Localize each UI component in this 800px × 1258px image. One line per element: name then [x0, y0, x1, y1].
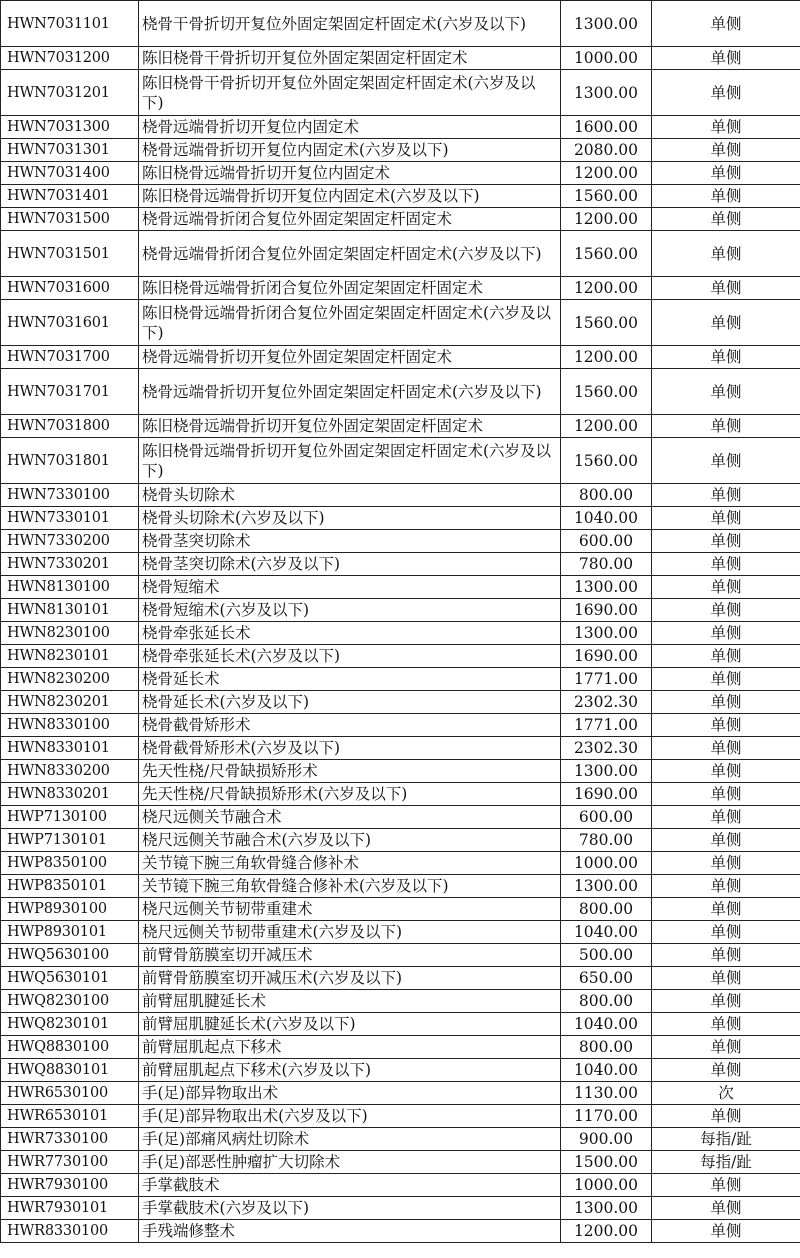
table-row	[1, 484, 800, 507]
item-name-cell: 前臂屈肌起点下移术	[139, 1036, 561, 1059]
item-code-cell: HWN7031500	[1, 208, 139, 231]
table-row	[1, 139, 800, 162]
item-price-cell: 1200.00	[561, 208, 652, 231]
item-code-cell: HWP7130101	[1, 829, 139, 852]
item-name-cell: 陈旧桡骨远端骨折切开复位外固定架固定杆固定术	[139, 415, 561, 438]
table-row	[1, 898, 800, 921]
item-price-cell: 2302.30	[561, 691, 652, 714]
item-price-cell: 1040.00	[561, 507, 652, 530]
item-code-cell: HWR7730100	[1, 1151, 139, 1174]
table-row	[1, 1059, 800, 1082]
item-name-cell: 桡骨远端骨折切开复位内固定术	[139, 116, 561, 139]
item-unit-cell: 单侧	[652, 116, 800, 139]
item-name-cell: 桡骨延长术	[139, 668, 561, 691]
table-row	[1, 70, 800, 116]
item-unit-cell: 单侧	[652, 415, 800, 438]
item-price-cell: 1130.00	[561, 1082, 652, 1105]
table-row	[1, 921, 800, 944]
item-name-cell: 陈旧桡骨干骨折切开复位外固定架固定杆固定术	[139, 47, 561, 70]
item-code-cell: HWN7031101	[1, 1, 139, 47]
item-unit-cell: 次	[652, 1082, 800, 1105]
item-code-cell: HWN7330200	[1, 530, 139, 553]
item-name-cell: 前臂骨筋膜室切开减压术(六岁及以下)	[139, 967, 561, 990]
item-unit-cell: 单侧	[652, 921, 800, 944]
item-code-cell: HWR6530101	[1, 1105, 139, 1128]
item-code-cell: HWQ8830101	[1, 1059, 139, 1082]
table-row	[1, 553, 800, 576]
table-row	[1, 507, 800, 530]
item-code-cell: HWN8330101	[1, 737, 139, 760]
item-name-cell: 前臂骨筋膜室切开减压术	[139, 944, 561, 967]
item-code-cell: HWP8930101	[1, 921, 139, 944]
item-price-cell: 1300.00	[561, 875, 652, 898]
item-price-cell: 1000.00	[561, 852, 652, 875]
item-unit-cell: 单侧	[652, 208, 800, 231]
item-unit-cell: 单侧	[652, 829, 800, 852]
item-price-cell: 650.00	[561, 967, 652, 990]
table-row	[1, 300, 800, 346]
item-name-cell: 手(足)部异物取出术	[139, 1082, 561, 1105]
item-name-cell: 桡骨牵张延长术	[139, 622, 561, 645]
item-price-cell: 1560.00	[561, 300, 652, 346]
item-code-cell: HWN7031401	[1, 185, 139, 208]
item-code-cell: HWN7031701	[1, 369, 139, 415]
item-name-cell: 桡骨茎突切除术	[139, 530, 561, 553]
item-price-cell: 1170.00	[561, 1105, 652, 1128]
item-name-cell: 前臂屈肌起点下移术(六岁及以下)	[139, 1059, 561, 1082]
item-name-cell: 手残端修整术	[139, 1220, 561, 1243]
item-unit-cell: 单侧	[652, 185, 800, 208]
item-price-cell: 1000.00	[561, 47, 652, 70]
item-code-cell: HWN7031301	[1, 139, 139, 162]
item-name-cell: 桡骨牵张延长术(六岁及以下)	[139, 645, 561, 668]
table-row	[1, 1220, 800, 1243]
item-code-cell: HWN7031800	[1, 415, 139, 438]
table-row	[1, 346, 800, 369]
table-row	[1, 116, 800, 139]
item-code-cell: HWR6530100	[1, 1082, 139, 1105]
item-price-cell: 1771.00	[561, 714, 652, 737]
item-unit-cell: 单侧	[652, 277, 800, 300]
item-price-cell: 1600.00	[561, 116, 652, 139]
table-row	[1, 1105, 800, 1128]
table-row	[1, 576, 800, 599]
item-code-cell: HWN7031200	[1, 47, 139, 70]
table-row	[1, 875, 800, 898]
item-code-cell: HWR7930101	[1, 1197, 139, 1220]
item-name-cell: 桡尺远侧关节韧带重建术(六岁及以下)	[139, 921, 561, 944]
table-row	[1, 737, 800, 760]
item-name-cell: 桡骨远端骨折闭合复位外固定架固定杆固定术	[139, 208, 561, 231]
item-unit-cell: 单侧	[652, 599, 800, 622]
item-name-cell: 陈旧桡骨远端骨折闭合复位外固定架固定杆固定术(六岁及以下)	[139, 300, 561, 346]
item-unit-cell: 单侧	[652, 1, 800, 47]
item-unit-cell: 单侧	[652, 1174, 800, 1197]
item-unit-cell: 单侧	[652, 806, 800, 829]
table-row	[1, 599, 800, 622]
item-code-cell: HWQ8230101	[1, 1013, 139, 1036]
item-code-cell: HWR7330100	[1, 1128, 139, 1151]
table-row	[1, 645, 800, 668]
item-unit-cell: 单侧	[652, 691, 800, 714]
table-row	[1, 1082, 800, 1105]
item-code-cell: HWN8330201	[1, 783, 139, 806]
item-unit-cell: 单侧	[652, 714, 800, 737]
item-name-cell: 陈旧桡骨远端骨折切开复位外固定架固定杆固定术(六岁及以下)	[139, 438, 561, 484]
table-row	[1, 783, 800, 806]
item-unit-cell: 单侧	[652, 1197, 800, 1220]
item-name-cell: 手(足)部恶性肿瘤扩大切除术	[139, 1151, 561, 1174]
item-price-cell: 800.00	[561, 1036, 652, 1059]
item-price-cell: 1560.00	[561, 231, 652, 277]
table-row	[1, 369, 800, 415]
item-unit-cell: 单侧	[652, 622, 800, 645]
item-price-cell: 2302.30	[561, 737, 652, 760]
item-code-cell: HWN8330100	[1, 714, 139, 737]
item-price-cell: 1040.00	[561, 921, 652, 944]
table-row	[1, 944, 800, 967]
item-code-cell: HWQ5630100	[1, 944, 139, 967]
item-code-cell: HWN7031601	[1, 300, 139, 346]
item-name-cell: 桡骨远端骨折切开复位外固定架固定杆固定术	[139, 346, 561, 369]
item-code-cell: HWN7330100	[1, 484, 139, 507]
item-unit-cell: 单侧	[652, 668, 800, 691]
item-name-cell: 手掌截肢术(六岁及以下)	[139, 1197, 561, 1220]
item-price-cell: 1300.00	[561, 1197, 652, 1220]
table-row	[1, 760, 800, 783]
item-price-cell: 1300.00	[561, 70, 652, 116]
item-unit-cell: 单侧	[652, 1059, 800, 1082]
table-row	[1, 714, 800, 737]
item-unit-cell: 单侧	[652, 369, 800, 415]
item-price-cell: 1560.00	[561, 369, 652, 415]
table-row	[1, 1013, 800, 1036]
item-name-cell: 桡骨远端骨折闭合复位外固定架固定杆固定术(六岁及以下)	[139, 231, 561, 277]
item-unit-cell: 单侧	[652, 783, 800, 806]
item-price-cell: 1560.00	[561, 438, 652, 484]
item-code-cell: HWP8350101	[1, 875, 139, 898]
table-row	[1, 530, 800, 553]
table-row	[1, 185, 800, 208]
item-unit-cell: 单侧	[652, 875, 800, 898]
table-row	[1, 852, 800, 875]
item-unit-cell: 单侧	[652, 990, 800, 1013]
item-code-cell: HWN7330101	[1, 507, 139, 530]
item-price-cell: 1690.00	[561, 783, 652, 806]
item-unit-cell: 单侧	[652, 1220, 800, 1243]
item-code-cell: HWN8230200	[1, 668, 139, 691]
item-unit-cell: 单侧	[652, 1013, 800, 1036]
item-unit-cell: 单侧	[652, 484, 800, 507]
item-name-cell: 桡骨短缩术(六岁及以下)	[139, 599, 561, 622]
item-code-cell: HWN7031201	[1, 70, 139, 116]
item-code-cell: HWN8130101	[1, 599, 139, 622]
table-row	[1, 1151, 800, 1174]
item-unit-cell: 单侧	[652, 162, 800, 185]
item-unit-cell: 单侧	[652, 553, 800, 576]
item-name-cell: 桡骨截骨矫形术(六岁及以下)	[139, 737, 561, 760]
item-unit-cell: 单侧	[652, 1105, 800, 1128]
item-name-cell: 先天性桡/尺骨缺损矫形术(六岁及以下)	[139, 783, 561, 806]
item-price-cell: 780.00	[561, 553, 652, 576]
item-price-cell: 1200.00	[561, 415, 652, 438]
table-row	[1, 990, 800, 1013]
table-row	[1, 829, 800, 852]
item-name-cell: 前臂屈肌腱延长术	[139, 990, 561, 1013]
item-unit-cell: 单侧	[652, 231, 800, 277]
item-price-cell: 1300.00	[561, 760, 652, 783]
item-name-cell: 桡骨头切除术	[139, 484, 561, 507]
item-unit-cell: 单侧	[652, 852, 800, 875]
item-price-cell: 1500.00	[561, 1151, 652, 1174]
item-code-cell: HWQ8830100	[1, 1036, 139, 1059]
table-row	[1, 47, 800, 70]
item-name-cell: 陈旧桡骨远端骨折闭合复位外固定架固定杆固定术	[139, 277, 561, 300]
item-unit-cell: 单侧	[652, 1036, 800, 1059]
item-unit-cell: 单侧	[652, 898, 800, 921]
item-unit-cell: 单侧	[652, 70, 800, 116]
item-name-cell: 手(足)部痛风病灶切除术	[139, 1128, 561, 1151]
item-price-cell: 900.00	[561, 1128, 652, 1151]
item-name-cell: 桡骨远端骨折切开复位内固定术(六岁及以下)	[139, 139, 561, 162]
item-code-cell: HWN7031300	[1, 116, 139, 139]
item-price-cell: 1200.00	[561, 1220, 652, 1243]
item-unit-cell: 单侧	[652, 645, 800, 668]
table-row	[1, 1197, 800, 1220]
item-price-cell: 1000.00	[561, 1174, 652, 1197]
item-code-cell: HWN7031600	[1, 277, 139, 300]
table-row	[1, 231, 800, 277]
item-code-cell: HWN8330200	[1, 760, 139, 783]
item-unit-cell: 单侧	[652, 967, 800, 990]
table-row	[1, 691, 800, 714]
item-name-cell: 手掌截肢术	[139, 1174, 561, 1197]
item-price-cell: 600.00	[561, 530, 652, 553]
table-row	[1, 415, 800, 438]
item-unit-cell: 单侧	[652, 47, 800, 70]
item-code-cell: HWR7930100	[1, 1174, 139, 1197]
item-unit-cell: 每指/趾	[652, 1128, 800, 1151]
item-price-cell: 800.00	[561, 990, 652, 1013]
item-name-cell: 桡骨头切除术(六岁及以下)	[139, 507, 561, 530]
item-name-cell: 手(足)部异物取出术(六岁及以下)	[139, 1105, 561, 1128]
item-code-cell: HWN7330201	[1, 553, 139, 576]
item-name-cell: 前臂屈肌腱延长术(六岁及以下)	[139, 1013, 561, 1036]
item-price-cell: 1200.00	[561, 277, 652, 300]
item-price-cell: 1200.00	[561, 346, 652, 369]
item-code-cell: HWN7031700	[1, 346, 139, 369]
item-unit-cell: 单侧	[652, 576, 800, 599]
fee-schedule-body	[1, 1, 800, 1243]
table-row	[1, 1128, 800, 1151]
item-name-cell: 陈旧桡骨远端骨折切开复位内固定术(六岁及以下)	[139, 185, 561, 208]
item-price-cell: 1771.00	[561, 668, 652, 691]
item-price-cell: 1690.00	[561, 645, 652, 668]
table-row	[1, 438, 800, 484]
item-unit-cell: 单侧	[652, 760, 800, 783]
item-name-cell: 关节镜下腕三角软骨缝合修补术	[139, 852, 561, 875]
item-price-cell: 1040.00	[561, 1059, 652, 1082]
item-unit-cell: 单侧	[652, 300, 800, 346]
item-code-cell: HWQ8230100	[1, 990, 139, 1013]
table-row	[1, 208, 800, 231]
item-name-cell: 陈旧桡骨干骨折切开复位外固定架固定杆固定术(六岁及以下)	[139, 70, 561, 116]
item-price-cell: 500.00	[561, 944, 652, 967]
item-name-cell: 桡骨茎突切除术(六岁及以下)	[139, 553, 561, 576]
item-code-cell: HWN7031801	[1, 438, 139, 484]
table-row	[1, 668, 800, 691]
item-code-cell: HWP8350100	[1, 852, 139, 875]
item-code-cell: HWQ5630101	[1, 967, 139, 990]
item-code-cell: HWN8130100	[1, 576, 139, 599]
item-name-cell: 桡尺远侧关节融合术(六岁及以下)	[139, 829, 561, 852]
item-name-cell: 桡尺远侧关节融合术	[139, 806, 561, 829]
table-row	[1, 967, 800, 990]
item-price-cell: 800.00	[561, 484, 652, 507]
item-name-cell: 关节镜下腕三角软骨缝合修补术(六岁及以下)	[139, 875, 561, 898]
table-row	[1, 277, 800, 300]
item-code-cell: HWN8230201	[1, 691, 139, 714]
item-unit-cell: 单侧	[652, 346, 800, 369]
item-name-cell: 桡骨远端骨折切开复位外固定架固定杆固定术(六岁及以下)	[139, 369, 561, 415]
item-price-cell: 1300.00	[561, 1, 652, 47]
table-row	[1, 1, 800, 47]
table-row	[1, 1174, 800, 1197]
item-name-cell: 陈旧桡骨远端骨折切开复位内固定术	[139, 162, 561, 185]
item-unit-cell: 单侧	[652, 139, 800, 162]
item-name-cell: 桡骨干骨折切开复位外固定架固定杆固定术(六岁及以下)	[139, 1, 561, 47]
item-name-cell: 桡骨延长术(六岁及以下)	[139, 691, 561, 714]
item-price-cell: 1040.00	[561, 1013, 652, 1036]
item-code-cell: HWN8230100	[1, 622, 139, 645]
table-row	[1, 622, 800, 645]
item-price-cell: 800.00	[561, 898, 652, 921]
item-unit-cell: 单侧	[652, 438, 800, 484]
item-name-cell: 桡骨截骨矫形术	[139, 714, 561, 737]
item-price-cell: 1560.00	[561, 185, 652, 208]
item-name-cell: 桡尺远侧关节韧带重建术	[139, 898, 561, 921]
table-row	[1, 806, 800, 829]
item-price-cell: 2080.00	[561, 139, 652, 162]
item-price-cell: 600.00	[561, 806, 652, 829]
item-unit-cell: 单侧	[652, 944, 800, 967]
item-code-cell: HWR8330100	[1, 1220, 139, 1243]
item-name-cell: 先天性桡/尺骨缺损矫形术	[139, 760, 561, 783]
item-code-cell: HWP7130100	[1, 806, 139, 829]
item-code-cell: HWP8930100	[1, 898, 139, 921]
item-price-cell: 1300.00	[561, 576, 652, 599]
table-row	[1, 1036, 800, 1059]
item-unit-cell: 单侧	[652, 530, 800, 553]
item-price-cell: 1300.00	[561, 622, 652, 645]
item-code-cell: HWN7031501	[1, 231, 139, 277]
item-unit-cell: 单侧	[652, 737, 800, 760]
item-price-cell: 1200.00	[561, 162, 652, 185]
item-unit-cell: 每指/趾	[652, 1151, 800, 1174]
item-name-cell: 桡骨短缩术	[139, 576, 561, 599]
item-code-cell: HWN8230101	[1, 645, 139, 668]
item-unit-cell: 单侧	[652, 507, 800, 530]
item-price-cell: 1690.00	[561, 599, 652, 622]
item-code-cell: HWN7031400	[1, 162, 139, 185]
item-price-cell: 780.00	[561, 829, 652, 852]
table-row	[1, 162, 800, 185]
